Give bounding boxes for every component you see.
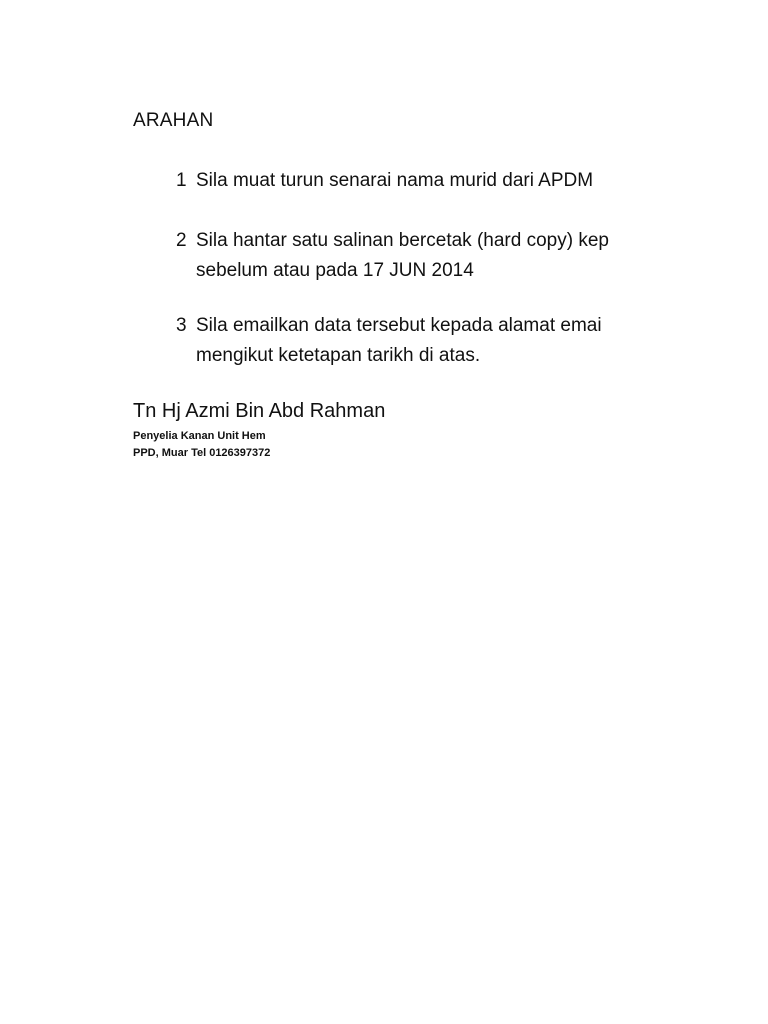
- instruction-item-1: [150, 166, 593, 196]
- instruction-number: 1: [176, 170, 187, 191]
- instruction-item-3: [150, 311, 602, 371]
- instruction-text-continued: sebelum atau pada 17 JUN 2014: [196, 260, 474, 281]
- signatory-name: Tn Hj Azmi Bin Abd Rahman: [133, 400, 386, 422]
- instruction-text: Sila muat turun senarai nama murid dari APDM: [196, 170, 594, 191]
- signatory-office-contact: PPD, Muar Tel 0126397372: [133, 447, 271, 459]
- document-heading: ARAHAN: [133, 110, 214, 131]
- instruction-list: [150, 160, 648, 390]
- instruction-text: Sila hantar satu salinan bercetak (hard copy) kep: [196, 230, 609, 251]
- instruction-text: Sila emailkan data tersebut kepada alamat emai: [196, 315, 602, 336]
- instruction-item-2: [150, 226, 609, 286]
- instruction-number: 3: [176, 315, 187, 336]
- signatory-title: Penyelia Kanan Unit Hem: [133, 430, 266, 442]
- instruction-text-continued: mengikut ketetapan tarikh di atas.: [196, 345, 481, 366]
- instruction-number: 2: [176, 230, 187, 251]
